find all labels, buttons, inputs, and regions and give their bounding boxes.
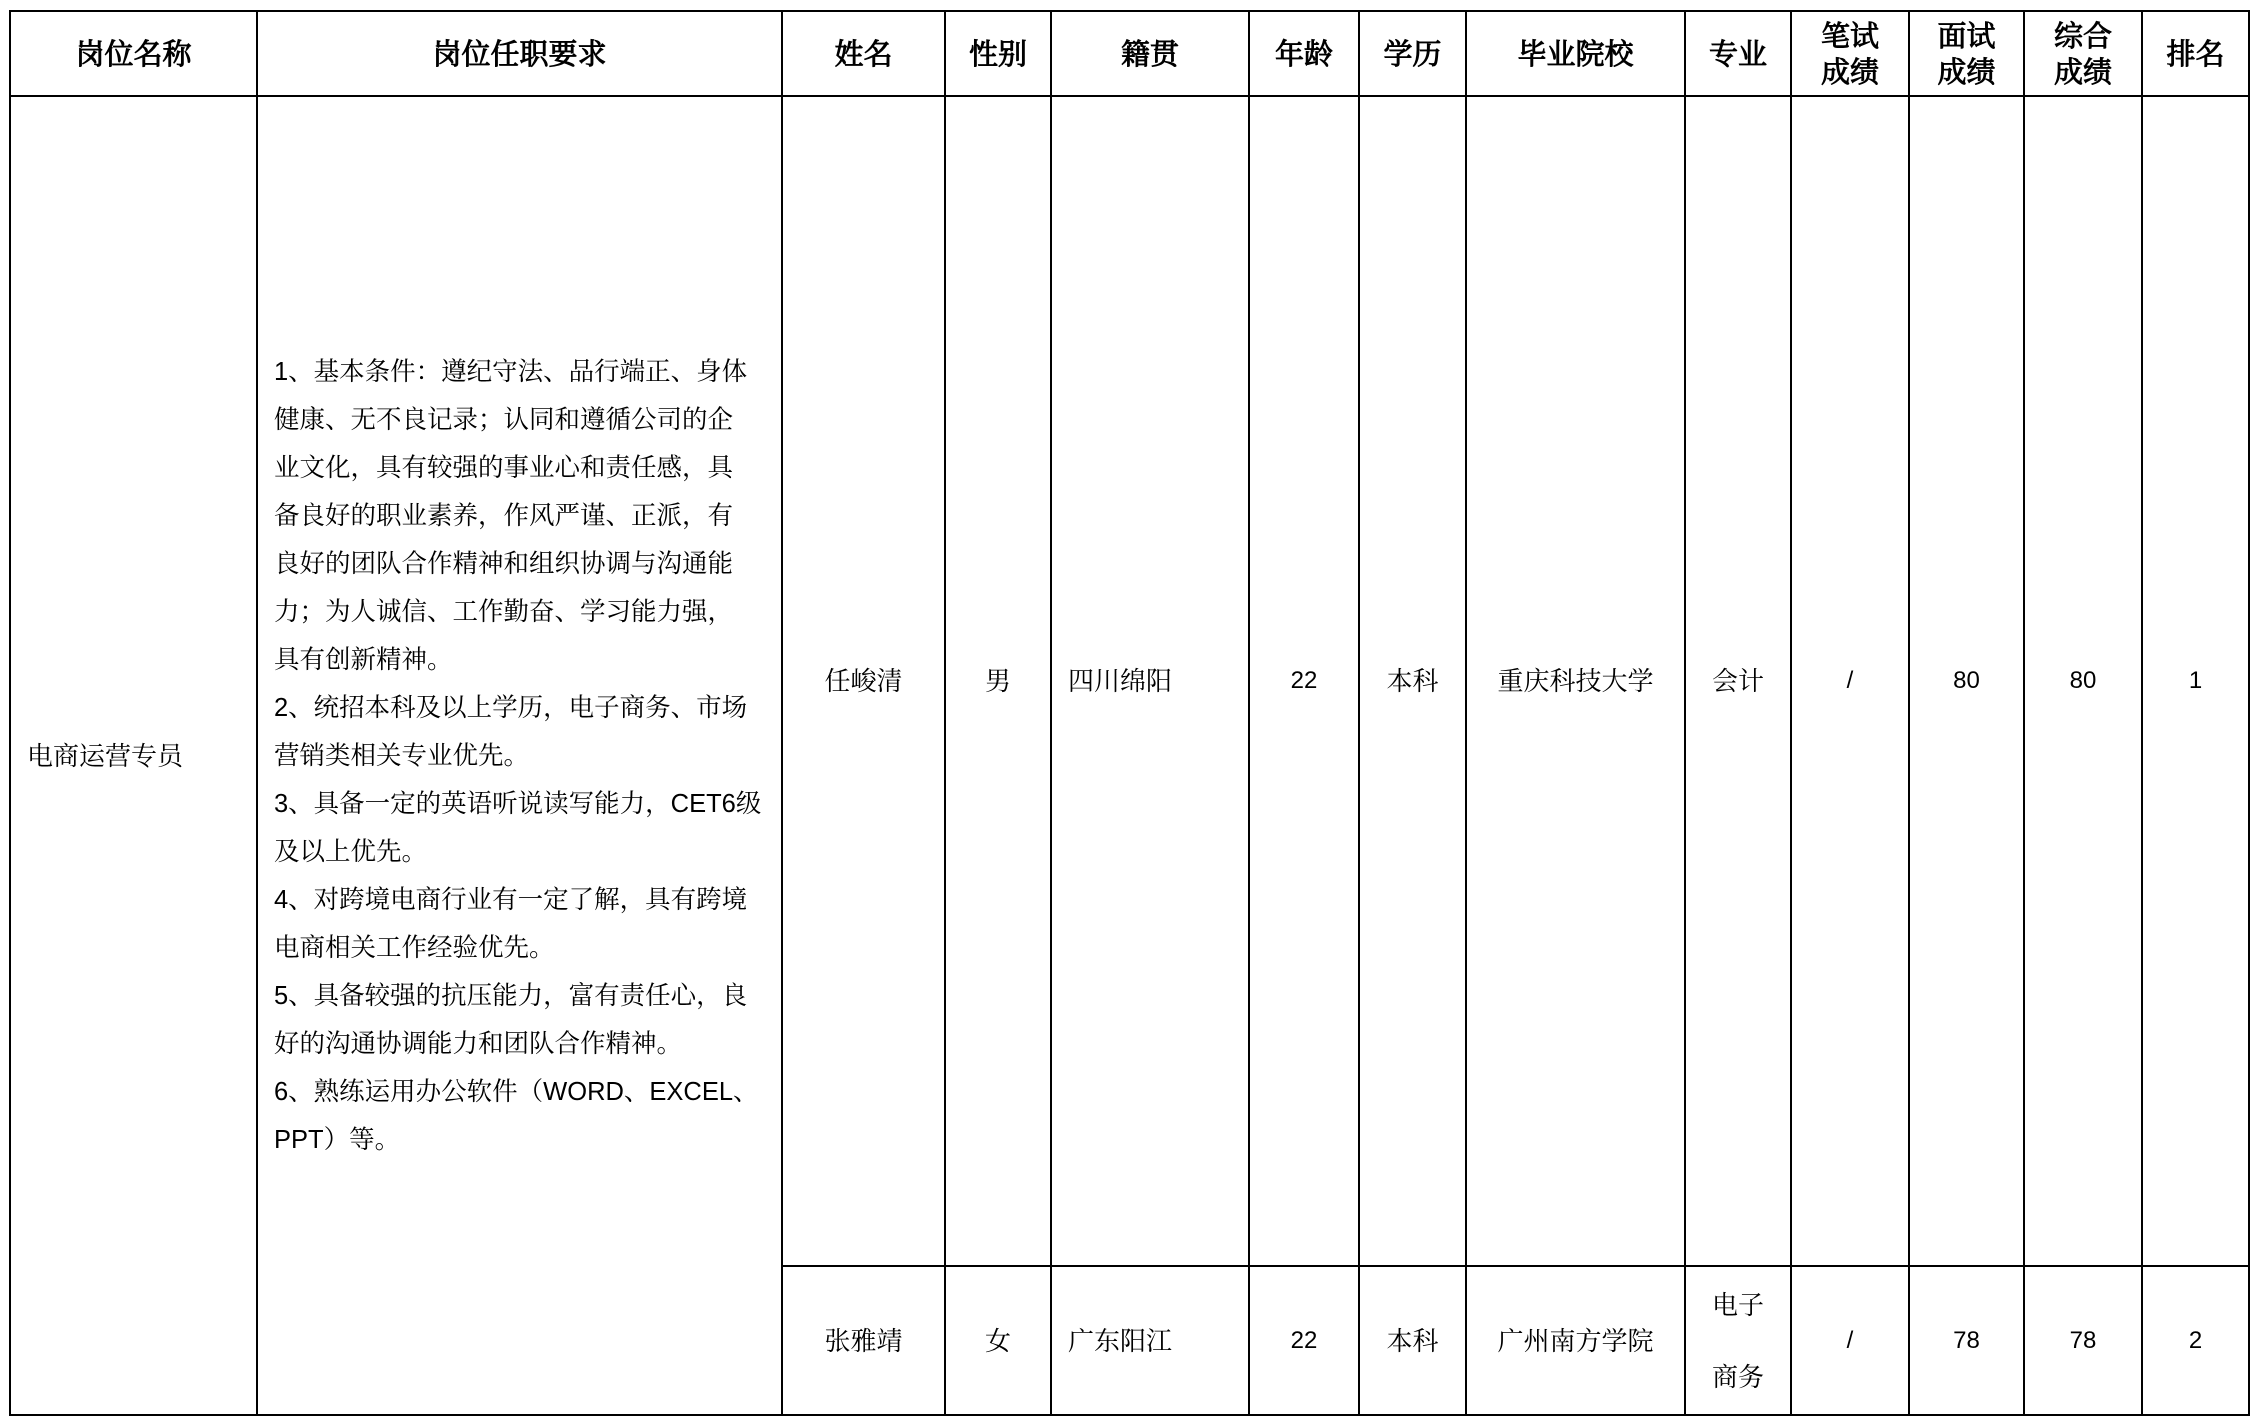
candidate-native-place: 广东阳江 xyxy=(1051,1266,1249,1415)
requirement-item xyxy=(274,684,777,780)
table-row xyxy=(10,96,2249,1266)
header-major: 专业 xyxy=(1685,11,1791,96)
candidate-rank: 2 xyxy=(2142,1266,2249,1415)
requirement-line: 5、具备较强的抗压能力，富有责任心，良 xyxy=(274,981,748,1010)
header-job-requirements: 岗位任职要求 xyxy=(257,11,782,96)
requirement-line: 良好的团队合作精神和组织协调与沟通能 xyxy=(274,549,734,578)
candidate-major xyxy=(1685,1266,1791,1415)
candidate-school: 广州南方学院 xyxy=(1466,1266,1685,1415)
requirement-item xyxy=(274,876,777,972)
header-school: 毕业院校 xyxy=(1466,11,1685,96)
requirements-list xyxy=(274,348,777,1164)
requirement-line: 3、具备一定的英语听说读写能力，CET6级 xyxy=(274,789,762,818)
candidate-written-score: / xyxy=(1791,1266,1909,1415)
candidate-age: 22 xyxy=(1249,96,1359,1266)
header-written-score-label: 笔试成绩 xyxy=(1820,18,1879,89)
requirement-line: 备良好的职业素养，作风严谨、正派，有 xyxy=(274,501,734,530)
candidate-major xyxy=(1685,96,1791,1266)
requirement-line: 电商相关工作经验优先。 xyxy=(274,933,555,962)
candidate-education: 本科 xyxy=(1359,96,1466,1266)
requirement-line: 6、熟练运用办公软件（WORD、EXCEL、 xyxy=(274,1077,759,1106)
requirement-item xyxy=(274,780,777,876)
job-requirements-cell xyxy=(257,96,782,1415)
candidate-native-place: 四川绵阳 xyxy=(1051,96,1249,1266)
requirement-line: 4、对跨境电商行业有一定了解，具有跨境 xyxy=(274,885,748,914)
candidate-major-label: 会计 xyxy=(1711,666,1764,696)
requirement-line: 健康、无不良记录；认同和遵循公司的企 xyxy=(274,405,734,434)
candidate-major-label: 电子商务 xyxy=(1711,1289,1764,1392)
requirement-item xyxy=(274,348,777,684)
header-education: 学历 xyxy=(1359,11,1466,96)
candidate-school: 重庆科技大学 xyxy=(1466,96,1685,1266)
candidate-name: 张雅靖 xyxy=(782,1266,945,1415)
candidate-gender: 女 xyxy=(945,1266,1051,1415)
requirement-line: 好的沟通协调能力和团队合作精神。 xyxy=(274,1029,683,1058)
candidate-overall-score: 80 xyxy=(2024,96,2142,1266)
candidate-gender: 男 xyxy=(945,96,1051,1266)
header-interview-score-label: 面试成绩 xyxy=(1937,18,1996,89)
candidate-interview-score: 78 xyxy=(1909,1266,2024,1415)
header-gender: 性别 xyxy=(945,11,1051,96)
header-row xyxy=(10,11,2249,96)
candidate-name: 任峻清 xyxy=(782,96,945,1266)
requirement-line: 1、基本条件：遵纪守法、品行端正、身体 xyxy=(274,357,748,386)
header-native-place: 籍贯 xyxy=(1051,11,1249,96)
recruitment-score-table xyxy=(9,10,2250,1416)
requirement-item xyxy=(274,972,777,1068)
requirement-line: 业文化，具有较强的事业心和责任感，具 xyxy=(274,453,734,482)
candidate-overall-score: 78 xyxy=(2024,1266,2142,1415)
header-job-title: 岗位名称 xyxy=(10,11,257,96)
candidate-education: 本科 xyxy=(1359,1266,1466,1415)
header-written-score xyxy=(1791,11,1909,96)
job-title-cell: 电商运营专员 xyxy=(10,96,257,1415)
candidate-interview-score: 80 xyxy=(1909,96,2024,1266)
requirement-line: 具有创新精神。 xyxy=(274,645,453,674)
requirement-item xyxy=(274,1068,777,1164)
header-overall-score xyxy=(2024,11,2142,96)
header-name: 姓名 xyxy=(782,11,945,96)
requirement-line: 力；为人诚信、工作勤奋、学习能力强， xyxy=(274,597,734,626)
header-interview-score xyxy=(1909,11,2024,96)
header-age: 年龄 xyxy=(1249,11,1359,96)
requirement-line: PPT）等。 xyxy=(274,1125,401,1154)
candidate-rank: 1 xyxy=(2142,96,2249,1266)
candidate-age: 22 xyxy=(1249,1266,1359,1415)
requirement-line: 2、统招本科及以上学历，电子商务、市场 xyxy=(274,693,748,722)
header-rank: 排名 xyxy=(2142,11,2249,96)
requirement-line: 及以上优先。 xyxy=(274,837,428,866)
candidate-written-score: / xyxy=(1791,96,1909,1266)
requirement-line: 营销类相关专业优先。 xyxy=(274,741,530,770)
header-overall-score-label: 综合成绩 xyxy=(2053,18,2112,89)
